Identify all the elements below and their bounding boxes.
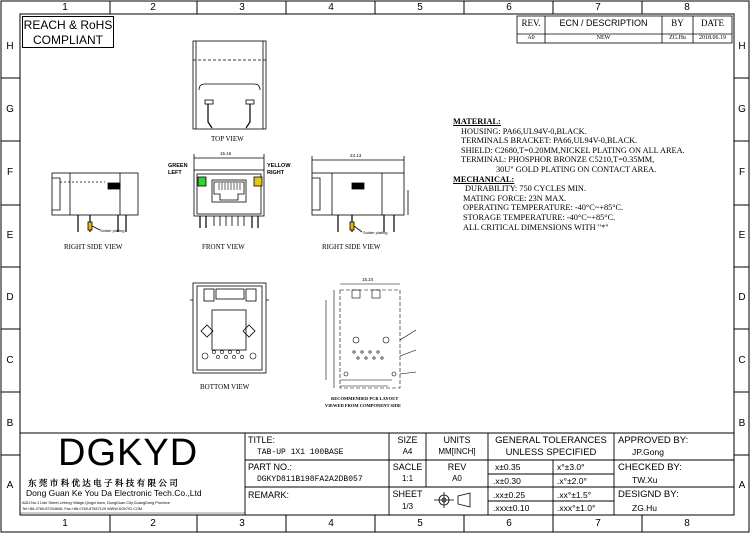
zone-col-8-top: 8: [684, 2, 690, 13]
side-length-dimension: 24.13: [350, 153, 362, 158]
zone-row-h-right: H: [738, 41, 746, 52]
zone-col-4-bottom: 4: [328, 518, 334, 529]
compliance-badge: [22, 16, 114, 48]
units-value: MM[INCH]: [438, 447, 476, 456]
mechanical-line: OPERATING TEMPERATURE: -40°C~+85°C.: [463, 203, 624, 213]
material-line: HOUSING: PA66,UL94V-0,BLACK.: [461, 126, 587, 136]
mechanical-heading: MECHANICAL:: [453, 174, 515, 184]
size-label: SIZE: [397, 435, 418, 445]
projection-symbol: [434, 492, 470, 508]
bottom-view-drawing: [190, 283, 269, 373]
pcb-width-dimension: 15.24: [362, 277, 374, 282]
right-side-view-right-drawing: [312, 156, 408, 232]
zone-col-5-top: 5: [417, 2, 423, 13]
company-address: ADD:No.1 Lide Street,LiHeng Village,Qingxi town, DongGuan City,GuangDong Province: [22, 501, 171, 505]
yellow-led-label: YELLOW: [267, 163, 291, 169]
right-side-view-left-drawing: [52, 173, 138, 232]
zone-col-8-bottom: 8: [684, 518, 690, 529]
zone-col-3-bottom: 3: [239, 518, 245, 529]
approved-by-label: APPROVED BY:: [618, 435, 689, 446]
zone-col-2-top: 2: [150, 2, 156, 13]
mechanical-line: MATING FORCE: 23N MAX.: [463, 193, 567, 203]
sheet-label: SHEET: [392, 489, 423, 499]
by-value: ZG.Hu: [669, 35, 686, 41]
mechanical-line: DURABILITY: 750 CYCLES MIN.: [465, 184, 586, 194]
ecn-value: NEW: [596, 35, 611, 41]
tolerance-angular-0: x°±3.0°: [557, 462, 585, 472]
scale-label: SACLE: [392, 462, 423, 472]
zone-row-a-left: A: [6, 480, 14, 491]
right-side-view-label-left: RIGHT SIDE VIEW: [64, 243, 123, 251]
ecn-header: ECN / DESCRIPTION: [559, 18, 648, 28]
material-heading: MATERIAL:: [453, 117, 501, 126]
zone-row-g-left: G: [6, 104, 14, 115]
scale-value: 1:1: [401, 474, 414, 483]
front-width-dimension: 15.16: [220, 151, 232, 156]
checked-by-value: TW.Xu: [632, 475, 658, 485]
bottom-view-label: BOTTOM VIEW: [200, 383, 250, 391]
yellow-right-label: RIGHT: [267, 170, 285, 176]
tolerance-angular-3: .xxx°±1.0°: [557, 503, 596, 513]
pcb-layout-label-1: RECOMMENDED PCB LAYOUT: [331, 396, 399, 401]
tolerance-heading-1: GENERAL TOLERANCES: [495, 435, 607, 446]
title-label: TITLE:: [248, 435, 276, 445]
material-line: TERMINAL: PHOSPHOR BRONZE C5210,T=0.35MM,: [461, 155, 655, 165]
zone-col-7-top: 7: [595, 2, 601, 13]
designed-by-label: DESIGND BY:: [618, 489, 679, 500]
rev-value: A0: [452, 474, 462, 483]
zone-row-c-left: C: [6, 355, 14, 366]
pcb-layout-label-2: VIEWED FROM COMPONENT SIDE: [325, 403, 402, 408]
zone-row-f-left: F: [6, 167, 14, 178]
material-notes: [453, 117, 685, 232]
compliance-line-2: COMPLIANT: [32, 33, 103, 47]
zone-col-6-bottom: 6: [506, 518, 512, 529]
tolerance-linear-2: .xx±0.25: [493, 490, 526, 500]
title-value: TAB-UP 1X1 100BASE: [257, 448, 344, 457]
zone-row-b-right: B: [738, 418, 746, 429]
pcb-layout-drawing: [326, 284, 416, 388]
zone-row-f-right: F: [738, 167, 746, 178]
zone-col-2-bottom: 2: [150, 518, 156, 529]
rev-value: A0: [527, 35, 535, 41]
part-no-value: DGKYD811B198FA2A2DB057: [257, 475, 363, 484]
solder-plating-note-left: Solder plating: [100, 228, 125, 233]
tolerance-linear-3: .xxx±0.10: [493, 503, 530, 513]
zone-col-1-top: 1: [62, 2, 68, 13]
material-line: TERMINALS BRACKET: PA66,UL94V-0,BLACK.: [461, 136, 638, 146]
zone-col-7-bottom: 7: [595, 518, 601, 529]
zone-row-e-right: E: [738, 230, 746, 241]
right-side-view-label-right: RIGHT SIDE VIEW: [322, 243, 381, 251]
revision-table: [517, 16, 732, 43]
zone-row-c-right: C: [738, 355, 746, 366]
company-contact: Tel:+86-0769-87334606; Fax:+86-0769-87847129 WWW.DGKYD.COM: [22, 507, 143, 511]
units-label: UNITS: [443, 435, 471, 445]
rev-header: REV.: [521, 18, 541, 28]
zone-col-6-top: 6: [506, 2, 512, 13]
tolerance-linear-0: x±0.35: [495, 462, 521, 472]
zone-row-a-right: A: [738, 480, 746, 491]
top-view-label: TOP VIEW: [211, 135, 244, 143]
tolerance-angular-1: .x°±2.0°: [557, 476, 587, 486]
zone-row-g-right: G: [738, 104, 746, 115]
by-header: BY: [671, 18, 684, 28]
zone-row-h-left: H: [6, 41, 14, 52]
company-name-cn: 东 莞 市 科 优 达 电 子 科 技 有 限 公 司: [28, 478, 178, 488]
zone-row-b-left: B: [6, 418, 14, 429]
approved-by-value: JP.Gong: [632, 447, 664, 457]
size-value: A4: [402, 447, 413, 456]
zone-row-e-left: E: [6, 230, 14, 241]
remark-label: REMARK:: [248, 490, 290, 500]
zone-col-4-top: 4: [328, 2, 334, 13]
zone-row-d-right: D: [738, 292, 746, 303]
front-view-drawing: [194, 154, 264, 228]
company-name-en: Dong Guan Ke You Da Electronic Tech.Co.,Ltd: [26, 488, 202, 498]
compliance-line-1: REACH & RoHS: [23, 18, 113, 32]
green-left-label: LEFT: [168, 170, 182, 176]
green-led-label: GREEN: [168, 163, 188, 169]
zone-col-1-bottom: 1: [62, 518, 68, 529]
material-line: 30U" GOLD PLATING ON CONTACT AREA.: [496, 164, 657, 174]
part-no-label: PART NO.:: [248, 462, 293, 472]
tolerance-heading-2: UNLESS SPECIFIED: [505, 447, 597, 458]
mechanical-line: ALL CRITICAL DIMENSIONS WITH "*": [463, 222, 609, 232]
zone-col-5-bottom: 5: [417, 518, 423, 529]
zone-col-3-top: 3: [239, 2, 245, 13]
company-logo: DGKYD: [58, 432, 199, 474]
date-value: 2018.06.19: [699, 35, 726, 41]
tolerance-linear-1: .x±0.30: [493, 476, 521, 486]
front-view-label: FRONT VIEW: [202, 243, 245, 251]
mechanical-line: STORAGE TEMPERATURE: -40°C~+85°C.: [463, 212, 616, 222]
solder-plating-note-right: Solder plating: [363, 230, 388, 235]
top-view-drawing: [193, 41, 266, 129]
checked-by-label: CHECKED BY:: [618, 462, 682, 473]
material-line: SHIELD: C2680,T=0.20MM,NICKEL PLATING ON ALL AREA.: [461, 145, 685, 155]
tolerance-angular-2: .xx°±1.5°: [557, 490, 592, 500]
sheet-value: 1/3: [401, 502, 414, 511]
designed-by-value: ZG.Hu: [632, 503, 658, 513]
rev-label: REV: [447, 462, 467, 472]
date-header: DATE: [701, 18, 724, 28]
zone-row-d-left: D: [6, 292, 14, 303]
